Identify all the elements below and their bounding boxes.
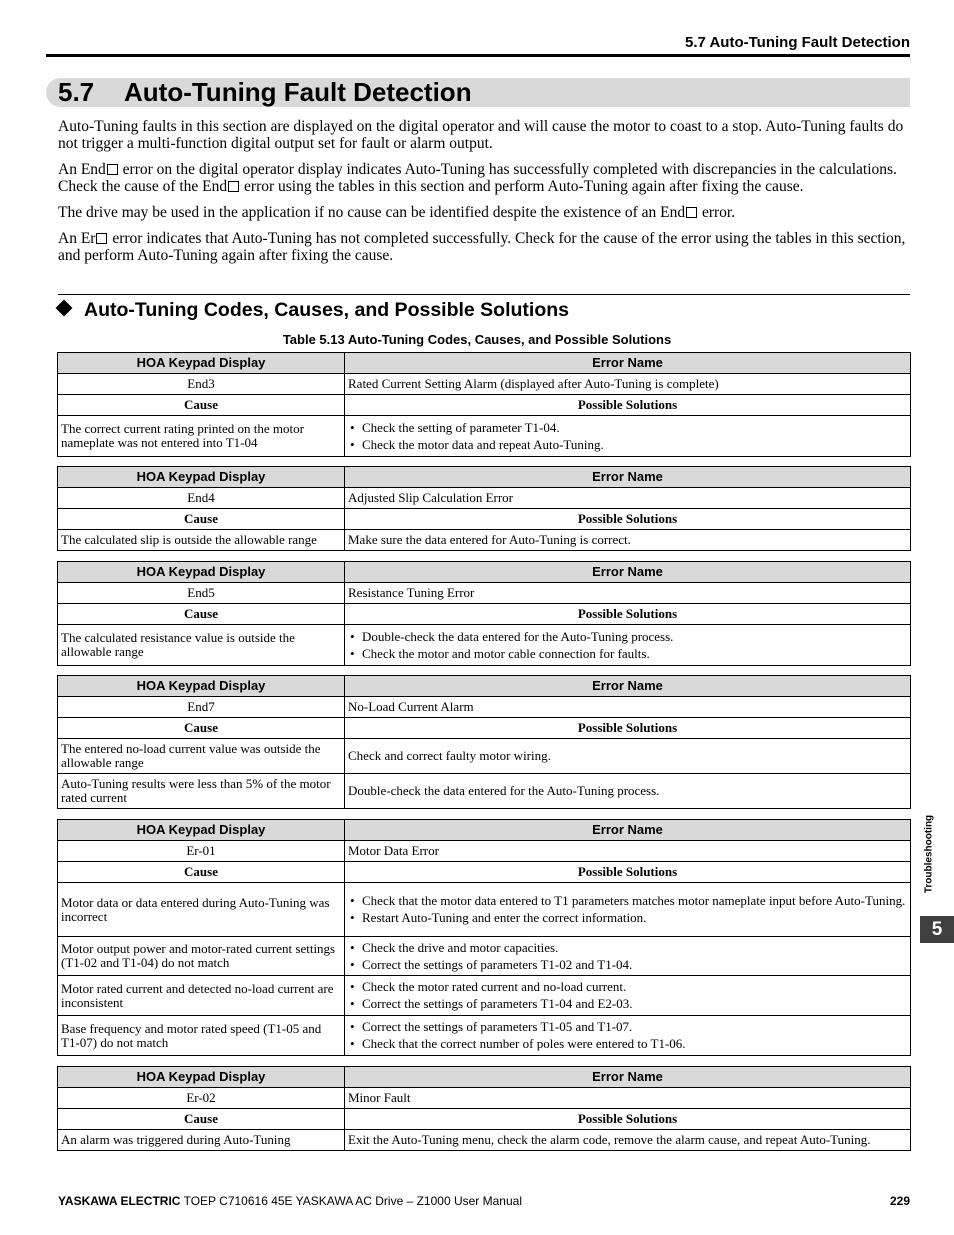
fault-table-end5 bbox=[57, 561, 911, 666]
fault-name: Adjusted Slip Calculation Error bbox=[345, 488, 911, 509]
solution-item: • Check the drive and motor capacities. bbox=[348, 941, 907, 955]
header-error-name: Error Name bbox=[345, 1067, 911, 1088]
fault-name: Rated Current Setting Alarm (displayed after Auto-Tuning is complete) bbox=[345, 374, 911, 395]
header-display: HOA Keypad Display bbox=[58, 820, 345, 841]
cause-cell: Motor output power and motor-rated current settings (T1-02 and T1-04) do not match bbox=[58, 937, 345, 976]
fault-name: Motor Data Error bbox=[345, 841, 911, 862]
footer-doc-info bbox=[58, 1194, 522, 1208]
solutions-cell: Check and correct faulty motor wiring. bbox=[345, 739, 911, 774]
cause-cell: The correct current rating printed on the motor nameplate was not entered into T1-04 bbox=[58, 416, 345, 457]
fault-name: No-Load Current Alarm bbox=[345, 697, 911, 718]
fault-code: End5 bbox=[58, 583, 345, 604]
table-caption: Table 5.13 Auto-Tuning Codes, Causes, and Possible Solutions bbox=[282, 332, 672, 347]
solutions-cell: Exit the Auto-Tuning menu, check the alarm code, remove the alarm cause, and repeat Auto-Tuning. bbox=[345, 1130, 911, 1151]
section-title bbox=[58, 77, 472, 108]
header-cause: Cause bbox=[58, 862, 345, 883]
subsection-heading bbox=[55, 299, 569, 322]
intro-p2-part: error using the tables in this section and perform Auto-Tuning again after fixing the cause. bbox=[240, 178, 804, 195]
header-cause: Cause bbox=[58, 718, 345, 739]
subsection-title: Auto-Tuning Codes, Causes, and Possible Solutions bbox=[84, 299, 570, 321]
intro-p3-part: error. bbox=[698, 204, 736, 221]
fault-name: Minor Fault bbox=[345, 1088, 911, 1109]
fault-code: Er-02 bbox=[58, 1088, 345, 1109]
header-error-name: Error Name bbox=[345, 467, 911, 488]
header-cause: Cause bbox=[58, 509, 345, 530]
header-rule bbox=[46, 54, 910, 57]
solutions-cell bbox=[345, 976, 911, 1016]
cause-cell: Motor rated current and detected no-load current are inconsistent bbox=[58, 976, 345, 1016]
intro-paragraph-4 bbox=[58, 230, 910, 264]
solution-item: • Check that the motor data entered to T1 parameters matches motor nameplate input before Auto-Tuning. bbox=[348, 894, 907, 908]
fault-table-er02 bbox=[57, 1066, 911, 1151]
page-number: 229 bbox=[889, 1194, 910, 1208]
solution-item: • Correct the settings of parameters T1-04 and E2-03. bbox=[348, 997, 907, 1011]
solution-item: • Correct the settings of parameters T1-02 and T1-04. bbox=[348, 958, 907, 972]
header-cause: Cause bbox=[58, 395, 345, 416]
header-cause: Cause bbox=[58, 604, 345, 625]
header-solutions: Possible Solutions bbox=[345, 604, 911, 625]
solution-item: • Check the setting of parameter T1-04. bbox=[348, 421, 907, 435]
header-display: HOA Keypad Display bbox=[58, 562, 345, 583]
cause-cell: Motor data or data entered during Auto-Tuning was incorrect bbox=[58, 883, 345, 937]
solutions-cell bbox=[345, 416, 911, 457]
solutions-cell bbox=[345, 883, 911, 937]
intro-p2-part: An End bbox=[58, 161, 106, 178]
solutions-cell: Double-check the data entered for the Auto-Tuning process. bbox=[345, 774, 911, 809]
running-header: 5.7 Auto-Tuning Fault Detection bbox=[685, 34, 910, 51]
header-solutions: Possible Solutions bbox=[345, 395, 911, 416]
intro-p2-part: error on the digital operator display indicates Auto-Tuning has successfully completed with discrepancies in the calculations. Check the cause of the End bbox=[58, 161, 897, 195]
fault-code: End4 bbox=[58, 488, 345, 509]
intro-p3-part: The drive may be used in the application if no cause can be identified despite the existence of an End bbox=[58, 204, 686, 221]
cause-cell: An alarm was triggered during Auto-Tuning bbox=[58, 1130, 345, 1151]
intro-p4-part: error indicates that Auto-Tuning has not completed successfully. Check for the cause of the error using the tables in this section, and perform Auto-Tuning again after fixing the cause. bbox=[58, 230, 906, 264]
chapter-side-label bbox=[921, 808, 937, 900]
intro-paragraph-1: Auto-Tuning faults in this section are displayed on the digital operator and will cause the motor to coast to a stop. Auto-Tuning faults do not trigger a multi-function digital output set for fault or alarm output. bbox=[58, 118, 904, 152]
section-title-text: Auto-Tuning Fault Detection bbox=[124, 77, 472, 107]
fault-table-end3 bbox=[57, 352, 911, 457]
header-error-name: Error Name bbox=[345, 820, 911, 841]
placeholder-box-icon bbox=[107, 164, 118, 175]
solution-item: • Double-check the data entered for the Auto-Tuning process. bbox=[348, 630, 907, 644]
solutions-cell bbox=[345, 625, 911, 666]
placeholder-box-icon bbox=[96, 233, 107, 244]
header-error-name: Error Name bbox=[345, 562, 911, 583]
subsection-rule bbox=[58, 294, 910, 295]
placeholder-box-icon bbox=[686, 207, 697, 218]
cause-cell: Base frequency and motor rated speed (T1-05 and T1-07) do not match bbox=[58, 1016, 345, 1056]
header-error-name: Error Name bbox=[345, 353, 911, 374]
intro-p4-part: An Er bbox=[58, 230, 96, 247]
header-solutions: Possible Solutions bbox=[345, 1109, 911, 1130]
cause-cell: The calculated slip is outside the allowable range bbox=[58, 530, 345, 551]
solution-item: • Check that the correct number of poles were entered to T1-06. bbox=[348, 1037, 907, 1051]
intro-paragraph-3 bbox=[58, 204, 910, 221]
solution-item: • Correct the settings of parameters T1-05 and T1-07. bbox=[348, 1020, 907, 1034]
cause-cell: The calculated resistance value is outside the allowable range bbox=[58, 625, 345, 666]
fault-code: End3 bbox=[58, 374, 345, 395]
placeholder-box-icon bbox=[228, 181, 239, 192]
solution-item: • Check the motor rated current and no-load current. bbox=[348, 980, 907, 994]
chapter-tab: 5 bbox=[920, 916, 954, 943]
solutions-cell bbox=[345, 1016, 911, 1056]
cause-cell: The entered no-load current value was outside the allowable range bbox=[58, 739, 345, 774]
fault-name: Resistance Tuning Error bbox=[345, 583, 911, 604]
header-display: HOA Keypad Display bbox=[58, 676, 345, 697]
diamond-bullet-icon bbox=[56, 300, 73, 317]
fault-code: End7 bbox=[58, 697, 345, 718]
footer-doc-title: TOEP C710616 45E YASKAWA AC Drive – Z1000 User Manual bbox=[180, 1194, 522, 1208]
fault-table-er01 bbox=[57, 819, 911, 1056]
fault-table-end4 bbox=[57, 466, 911, 551]
intro-text bbox=[58, 118, 910, 273]
header-solutions: Possible Solutions bbox=[345, 862, 911, 883]
header-cause: Cause bbox=[58, 1109, 345, 1130]
fault-code: Er-01 bbox=[58, 841, 345, 862]
header-display: HOA Keypad Display bbox=[58, 1067, 345, 1088]
cause-cell: Auto-Tuning results were less than 5% of the motor rated current bbox=[58, 774, 345, 809]
solutions-cell: Make sure the data entered for Auto-Tuning is correct. bbox=[345, 530, 911, 551]
solutions-cell bbox=[345, 937, 911, 976]
header-solutions: Possible Solutions bbox=[345, 509, 911, 530]
fault-table-end7 bbox=[57, 675, 911, 809]
intro-paragraph-2 bbox=[58, 161, 910, 195]
solution-item: • Check the motor and motor cable connection for faults. bbox=[348, 647, 907, 661]
header-display: HOA Keypad Display bbox=[58, 353, 345, 374]
header-display: HOA Keypad Display bbox=[58, 467, 345, 488]
footer-brand: YASKAWA ELECTRIC bbox=[58, 1194, 181, 1208]
solution-item: • Check the motor data and repeat Auto-Tuning. bbox=[348, 438, 907, 452]
chapter-side-label-text: Troubleshooting bbox=[923, 814, 935, 894]
solution-item: • Restart Auto-Tuning and enter the correct information. bbox=[348, 911, 907, 925]
section-number: 5.7 bbox=[58, 77, 95, 107]
header-solutions: Possible Solutions bbox=[345, 718, 911, 739]
header-error-name: Error Name bbox=[345, 676, 911, 697]
